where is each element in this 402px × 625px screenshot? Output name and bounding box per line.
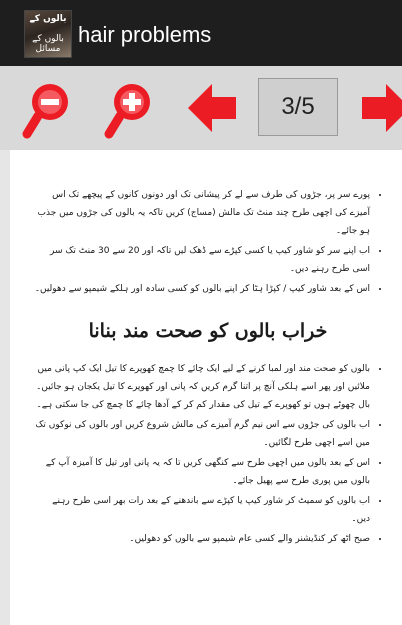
list-item: • اب بالوں کو سمیٹ کر شاور کیپ یا کپڑے سے باندھنے کے بعد رات بھر اسی طرح رہنے دیں۔ (32, 492, 370, 528)
list-item: • اب اپنے سر کو شاور کیپ یا کسی کپڑے سے ڈھک لیں تاکہ اور 20 سے 30 منٹ تک سر اسی طرح رہنے دیں۔ (32, 242, 370, 278)
zoom-out-icon (22, 80, 72, 140)
previous-page-button[interactable] (186, 80, 238, 136)
next-page-button[interactable] (360, 80, 402, 136)
instruction-list-1 (32, 186, 384, 298)
zoom-in-button[interactable] (104, 80, 154, 140)
zoom-out-button[interactable] (22, 80, 72, 140)
list-item: • اس کے بعد بالوں میں اچھی طرح سے کنگھی کریں تا کہ یہ پانی اور تیل کا آمیزہ آپ کے بالوں میں پوری طرح سے پھیل جائے۔ (32, 454, 370, 490)
app-icon-text-top: بالوں کے (29, 14, 67, 24)
instruction-list-2 (32, 360, 384, 548)
action-bar (0, 0, 402, 66)
reader-toolbar (0, 66, 402, 150)
page-content[interactable] (10, 150, 402, 625)
app-icon[interactable] (24, 10, 72, 58)
arrow-right-icon (360, 80, 402, 136)
page-indicator: 3/5 (258, 78, 338, 136)
list-item: • بالوں کو صحت مند اور لمبا کرنے کے لیے ایک چائے کا چمچ کھوپرے کا تیل ایک کپ پانی میں ملائیں اور پھر اسے ہلکی آنچ پر اتنا گرم کریں کہ پانی اور کھوپرے کا تیل یکجان ہو جائیں۔ بال چھوٹے ہوں تو کھوپرے کے تیل کی مقدار کم کر کے آدھا چائے کا چمچ کی جا سکتی ہے۔ (32, 360, 370, 414)
app-icon-text-bottom: بالوں کے مسائل (32, 34, 64, 54)
list-item: • اب بالوں کی جڑوں سے اس نیم گرم آمیزے کی مالش شروع کریں اور بالوں کی نوکوں تک میں اسے اچھی طرح لگائیں۔ (32, 416, 370, 452)
list-item: • اس کے بعد شاور کیپ / کپڑا ہٹا کر اپنے بالوں کو کسی سادہ اور ہلکے شیمپو سے دھولیں۔ (32, 280, 370, 298)
zoom-in-icon (104, 80, 154, 140)
list-item: • صبح اٹھ کر کنڈیشنر والے کسی عام شیمپو سے بالوں کو دھولیں۔ (32, 530, 370, 548)
section-heading: خراب بالوں کو صحت مند بنانا (88, 320, 328, 342)
arrow-left-icon (186, 80, 238, 136)
list-item: • پورے سر پر، جڑوں کی طرف سے لے کر پیشانی تک اور دونوں کانوں کے پیچھے تک اس آمیزے کی اچھی طرح چند منٹ تک مالش (مساج) کریں تاکہ یہ بالوں کی جڑوں میں جذب ہو جائے۔ (32, 186, 370, 240)
app-title: hair problems (78, 22, 212, 47)
